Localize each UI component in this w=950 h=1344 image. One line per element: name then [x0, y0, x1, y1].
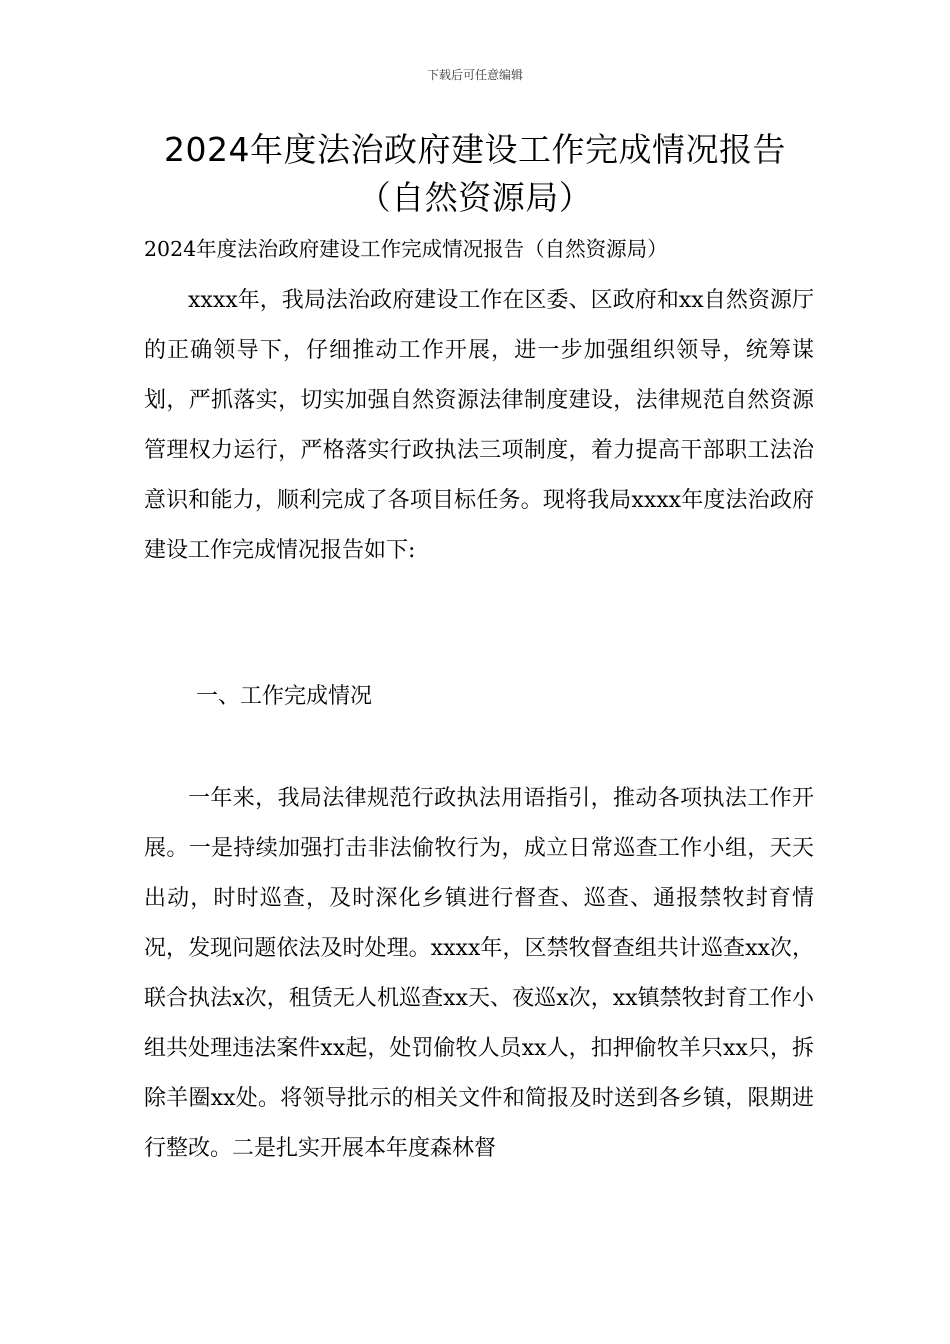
section-heading: 一、工作完成情况	[196, 684, 373, 709]
body-paragraph-intro: xxxx年，我局法治政府建设工作在区委、区政府和xx自然资源厅的正确领导下，仔细推动工作开展，进一步加强组织领导，统筹谋划，严抓落实，切实加强自然资源法律制度建设，法律规范自然资源管理权力运行，严格落实行政执法三项制度，着力提高干部职工法治意识和能力，顺利完成了各项目标任务。现将我局xxxx年度法治政府建设工作完成情况报告如下:	[144, 288, 814, 563]
document-title-line2: （自然资源局）	[357, 178, 593, 217]
document-subtitle: 2024年度法治政府建设工作完成情况报告（自然资源局）	[144, 237, 668, 261]
header-note: 下载后可任意编辑	[426, 68, 523, 82]
body-paragraph-work: 一年来，我局法律规范行政执法用语指引，推动各项执法工作开展。一是持续加强打击非法偷牧行为，成立日常巡查工作小组，天天出动，时时巡查，及时深化乡镇进行督查、巡查、通报禁牧封育情况，发现问题依法及时处理。xxxx年，区禁牧督查组共计巡查xx次，联合执法x次，租赁无人机巡查xx天、夜巡x次，xx镇禁牧封育工作小组共处理违法案件xx起，处罚偷牧人员xx人，扣押偷牧羊只xx只，拆除羊圈xx处。将领导批示的相关文件和简报及时送到各乡镇，限期进行整改。二是扎实开展本年度森林督	[144, 786, 814, 1161]
document-title-line1: 2024年度法治政府建设工作完成情况报告	[164, 130, 786, 169]
